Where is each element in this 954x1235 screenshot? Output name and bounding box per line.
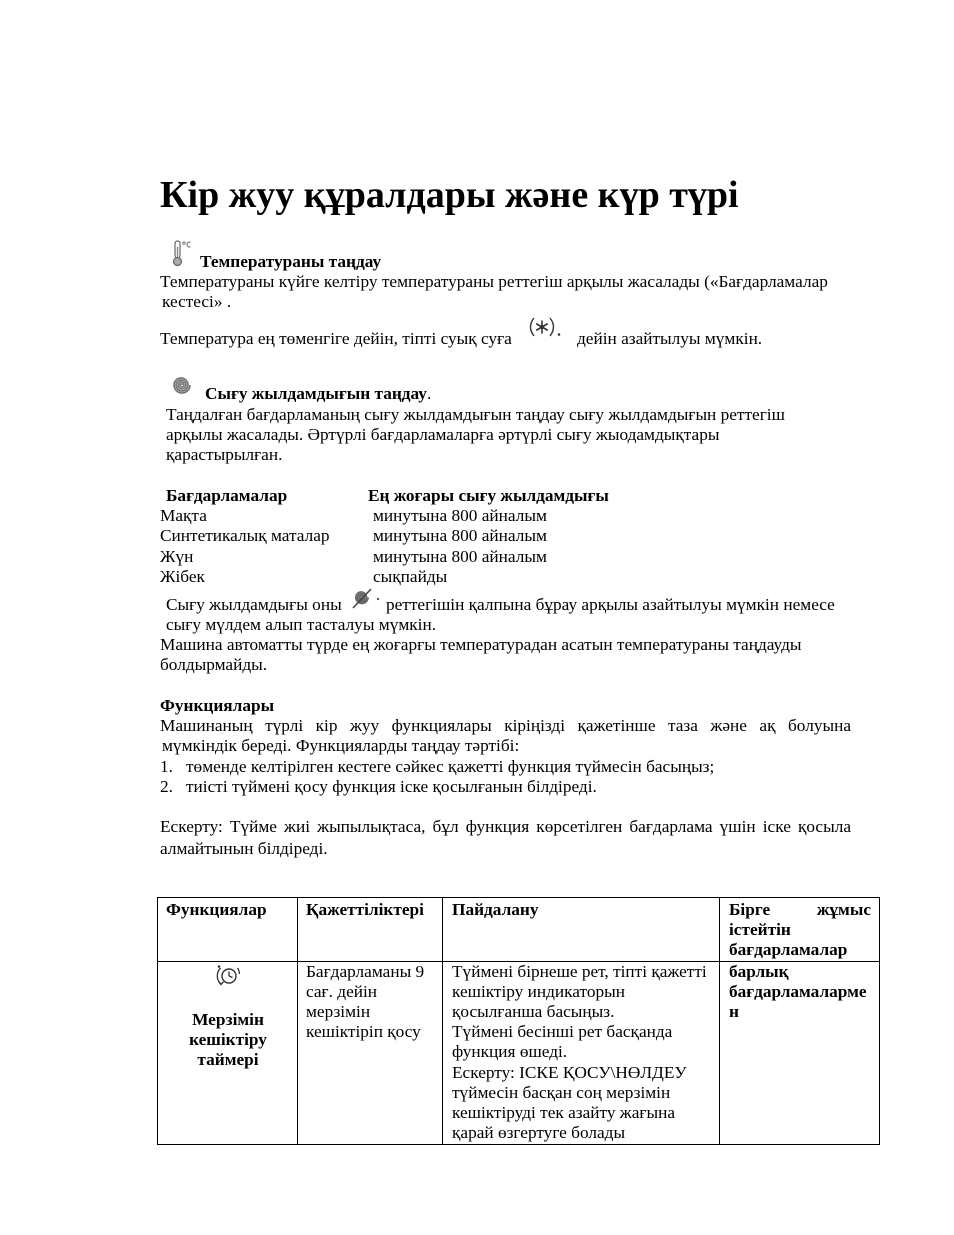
header-text: Бірге жұмыс	[729, 900, 871, 919]
functions-heading: Функциялары	[160, 696, 275, 715]
column-header-usage	[443, 898, 720, 962]
column-header-requirements	[298, 898, 443, 962]
spin-speed-table-header	[0, 486, 954, 506]
header-text: бағдарламалар	[729, 940, 848, 960]
list-text: төменде келтірілген кестеге сәйкес қажетті функция түймесін басыңыз;	[186, 757, 715, 776]
header-text: Функциялар	[166, 900, 267, 919]
cell-line: Бағдарламаны 9	[306, 961, 425, 981]
list-text: тиісті түймені қосу функция іске қосылғанын білдіреді.	[186, 777, 597, 797]
spin-reduce-text: Сығу жылдамдығы оны	[166, 595, 342, 614]
spin-icon	[168, 373, 196, 399]
cell-line: таймері	[197, 1049, 259, 1069]
requirements-cell	[298, 961, 443, 1144]
paragraph-line: Ескерту: Түйме жиі жыпылықтаса, бұл функция көрсетілген бағдарлама үшін іске қосыла	[160, 817, 851, 836]
paragraph-line: Машина автоматты түрде ең жоғарғы температурадан асатын температураны таңдауды	[160, 635, 802, 654]
cell-line: Түймені бірнеше рет, тіпті қажетті	[452, 961, 707, 981]
spin-speed-table	[0, 486, 954, 588]
spin-heading-suffix: .	[426, 384, 432, 403]
paragraph-line: кестесі» .	[162, 292, 232, 312]
table-row	[0, 567, 954, 587]
programs-cell	[720, 961, 880, 1144]
cell-line: барлық	[729, 961, 789, 981]
cell-line: н	[729, 1001, 739, 1021]
functions-note	[160, 817, 851, 859]
cell-line: түймесін басқан соң мерзімін	[452, 1082, 671, 1102]
spin-reduce-text-end: реттегішін қалпына бұрау арқылы азайтылуы мүмкін немесе	[386, 595, 835, 614]
spin-off-icon	[349, 587, 383, 611]
spin-paragraph	[166, 405, 785, 466]
table-row	[0, 547, 954, 567]
cold-water-text: Температура ең төменгіге дейін, тіпті суық суға	[160, 329, 512, 348]
column-header: Ең жоғары сығу жылдамдығы	[368, 486, 609, 505]
max-spin-speed: сықпайды	[373, 567, 448, 587]
header-text: істейтін	[729, 920, 791, 940]
cell-line: кешіктіру индикаторын	[452, 981, 625, 1001]
cell-line: қарай өзгертуге болады	[452, 1123, 626, 1143]
list-item	[160, 777, 860, 797]
paragraph-line: арқылы жасалады. Әртүрлі бағдарламаларға әртүрлі сығу жыодамдықтары	[166, 425, 720, 445]
spin-heading-text: Сығу жылдамдығын таңдау	[205, 384, 427, 403]
spin-reduce-text-line: сығу мүлдем алып тасталуы мүмкін.	[166, 615, 437, 634]
column-header: Бағдарламалар	[166, 486, 288, 505]
program-name: Жібек	[160, 567, 205, 587]
cell-line: сағ. дейін	[306, 981, 378, 1001]
thermometer-icon	[171, 239, 193, 267]
paragraph-line: Машинаның түрлі кір жуу функциялары кіріңізді қажетінше таза және ақ болуына	[160, 716, 851, 735]
cell-line: Ескерту: ІСКЕ ҚОСУ\НӨЛДЕУ	[452, 1062, 687, 1082]
usage-cell	[443, 961, 720, 1144]
header-text: Пайдалану	[452, 900, 539, 919]
cell-line: кешіктіруді тек азайту жағына	[452, 1102, 676, 1122]
column-header-programs	[720, 898, 880, 962]
functions-steps-list	[160, 757, 860, 797]
document-title: Кір жуу құралдары және күр түрі	[160, 174, 739, 216]
program-name: Мақта	[160, 506, 207, 526]
cell-line: Түймені бесінші рет басқанда	[452, 1022, 673, 1042]
program-name: Синтетикалық маталар	[160, 526, 330, 546]
cell-line: кешіктіріп қосу	[306, 1022, 421, 1042]
table-row	[158, 961, 880, 1144]
max-spin-speed: минутына 800 айналым	[373, 526, 547, 546]
table-row	[0, 526, 954, 546]
max-spin-speed: минутына 800 айналым	[373, 546, 547, 566]
cell-line: кешіктіру	[189, 1029, 267, 1049]
function-cell	[158, 961, 298, 1144]
functions-table	[157, 897, 880, 1145]
program-name: Жүн	[160, 546, 194, 566]
delay-timer-icon-wrap	[166, 962, 290, 1010]
function-name	[166, 1010, 290, 1071]
column-header-functions	[158, 898, 298, 962]
spin-heading	[205, 384, 431, 404]
paragraph-line: мүмкіндік береді. Функцияларды таңдау тәртібі:	[162, 736, 520, 756]
paragraph-line: Температураны күйге келтіру температураны реттегіш арқылы жасалады («Бағдарламалар	[160, 272, 828, 291]
functions-intro	[160, 716, 851, 756]
cell-line: мерзімін	[306, 1001, 371, 1021]
paragraph-line: Таңдалған бағдарламаның сығу жылдамдығын таңдау сығу жылдамдығын реттегіш	[166, 405, 785, 424]
cell-line: бағдарламаларме	[729, 981, 867, 1001]
list-number: 1.	[160, 757, 173, 776]
cold-water-text-end: дейін азайтылуы мүмкін.	[577, 329, 763, 348]
paragraph-line: алмайтынын білдіреді.	[160, 838, 328, 858]
list-number: 2.	[160, 777, 173, 797]
paragraph-line: болдырмайды.	[160, 655, 268, 675]
cell-line: функция өшеді.	[452, 1042, 568, 1062]
temperature-heading: Температураны таңдау	[200, 252, 382, 271]
list-item	[160, 757, 860, 777]
temperature-paragraph	[160, 272, 828, 312]
cell-line: қосылғанша басыңыз.	[452, 1001, 615, 1021]
delay-timer-icon	[212, 963, 244, 1010]
header-text: Қажеттіліктері	[306, 900, 424, 919]
cell-line: Мерзімін	[192, 1009, 264, 1029]
paragraph-line: қарастырылған.	[166, 445, 283, 465]
table-row	[0, 506, 954, 526]
cold-water-icon	[525, 316, 567, 340]
machine-temperature-paragraph	[160, 635, 802, 675]
max-spin-speed: минутына 800 айналым	[373, 506, 547, 526]
table-header-row	[158, 898, 880, 962]
